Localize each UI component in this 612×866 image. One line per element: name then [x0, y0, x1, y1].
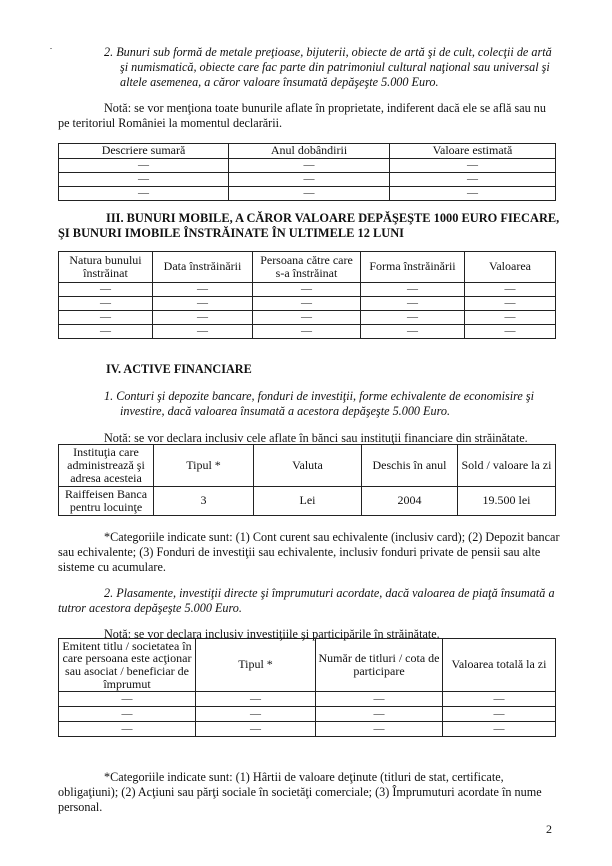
table-cell: Raiffeisen Banca pentru locuinţe [59, 487, 154, 516]
sec2-note-line2: pe teritoriul României la momentul declarării. [58, 116, 283, 130]
column-header: Data înstrăinării [153, 252, 253, 283]
section4-note1: Notă: se vor declara inclusiv cele aflate în bănci sau instituţii financiare din străinătate. [104, 431, 528, 445]
sec2-item-line2: şi numismatică, obiecte care fac parte din patrimoniul cultural naţional sau universal şi [120, 60, 550, 74]
table-cell: — [253, 297, 361, 311]
table-row [59, 722, 556, 737]
item2-note: Notă: se vor declara inclusiv investiţiile şi participările în străinătate. [104, 627, 440, 641]
table-cell: — [390, 159, 556, 173]
table-row [59, 159, 556, 173]
table-cell: — [196, 692, 316, 707]
column-header: Număr de titluri / cota de participare [316, 639, 443, 692]
table-cell: — [361, 325, 465, 339]
table-cell: — [465, 283, 556, 297]
table-cell: 2004 [362, 487, 458, 516]
table-row [59, 325, 556, 339]
categories1-line3: sisteme cu acumulare. [58, 560, 166, 574]
table-row [59, 187, 556, 201]
section4-item1-line2: investire, dacă valoarea însumată a acestora depăşeşte 5.000 Euro. [120, 404, 451, 418]
table-row [59, 692, 556, 707]
column-header: Forma înstrăinării [361, 252, 465, 283]
table-cell: — [229, 159, 390, 173]
table-cell: — [253, 283, 361, 297]
table-cell: — [59, 283, 153, 297]
sec2-note-line1: Notă: se vor menţiona toate bunurile aflate în proprietate, indiferent dacă ele se află sau nu [104, 101, 546, 115]
table-row [59, 297, 556, 311]
column-header: Persoana către care s-a înstrăinat [253, 252, 361, 283]
table-cell: — [59, 187, 229, 201]
table-cell: — [59, 311, 153, 325]
categories1-line2: sau echivalente; (3) Fonduri de investiţii sau echivalente, inclusiv fonduri private de pensii sau alte [58, 545, 541, 559]
table-cell: — [390, 187, 556, 201]
table-cell: 3 [154, 487, 254, 516]
section3-heading-line1: III. BUNURI MOBILE, A CĂROR VALOARE DEPĂŞEŞTE 1000 EURO FIECARE, [106, 211, 560, 225]
table-cell: — [361, 283, 465, 297]
table-cell: — [465, 297, 556, 311]
scan-speck [50, 48, 52, 49]
column-header: Valoarea totală la zi [443, 639, 556, 692]
table-cell: — [465, 311, 556, 325]
table-cell: — [153, 311, 253, 325]
table-cell: — [390, 173, 556, 187]
table-row [59, 283, 556, 297]
table-cell: — [196, 722, 316, 737]
table-cell: — [229, 173, 390, 187]
table-header-row [59, 144, 556, 159]
categories2-line2: obligaţiuni); (2) Acţiuni sau părţi sociale în societăţi comerciale; (3) Împrumuturi acordate în nume [58, 785, 542, 799]
table-cell: 19.500 lei [458, 487, 556, 516]
table-cell: — [361, 297, 465, 311]
table-cell: — [316, 692, 443, 707]
column-header: Valoarea [465, 252, 556, 283]
sec2-item-line3: altele asemenea, a căror valoare însumată depăşeşte 5.000 Euro. [120, 75, 439, 89]
column-header: Instituţia care administrează şi adresa acesteia [59, 445, 154, 487]
table-cell: — [59, 722, 196, 737]
table-cell: — [253, 311, 361, 325]
table-cell: — [229, 187, 390, 201]
table-header-row [59, 639, 556, 692]
table-cell: — [443, 722, 556, 737]
table-cell: — [59, 707, 196, 722]
table-cell: — [443, 692, 556, 707]
column-header: Tipul * [154, 445, 254, 487]
table-cell: — [316, 707, 443, 722]
bunuri-instrainate-table [58, 251, 556, 339]
column-header: Natura bunului înstrăinat [59, 252, 153, 283]
conturi-depozite-table [58, 444, 556, 516]
table-cell: — [316, 722, 443, 737]
column-header: Emitent titlu / societatea în care persoana este acţionar sau asociat / beneficiar de împrumut [59, 639, 196, 692]
column-header: Sold / valoare la zi [458, 445, 556, 487]
categories1-line1: *Categoriile indicate sunt: (1) Cont curent sau echivalente (inclusiv card); (2) Depozit bancar [104, 530, 560, 544]
table-cell: Lei [254, 487, 362, 516]
page-number: 2 [546, 822, 552, 836]
table-cell: — [59, 692, 196, 707]
column-header: Descriere sumară [59, 144, 229, 159]
table-cell: — [153, 325, 253, 339]
table-cell: — [59, 297, 153, 311]
sec2-item-line1: 2. Bunuri sub formă de metale preţioase, bijuterii, obiecte de artă şi de cult, colecţii de artă [104, 45, 552, 59]
bunuri-pretioase-table [58, 143, 556, 201]
table-cell: — [253, 325, 361, 339]
table-row [59, 311, 556, 325]
column-header: Anul dobândirii [229, 144, 390, 159]
table-cell: — [361, 311, 465, 325]
table-cell: — [196, 707, 316, 722]
section3-heading-line2: ŞI BUNURI IMOBILE ÎNSTRĂINATE ÎN ULTIMELE 12 LUNI [58, 226, 404, 240]
table-header-row [59, 252, 556, 283]
column-header: Valuta [254, 445, 362, 487]
table-cell: — [59, 173, 229, 187]
table-row [59, 487, 556, 516]
table-cell: — [443, 707, 556, 722]
plasamente-investitii-table [58, 638, 556, 737]
column-header: Tipul * [196, 639, 316, 692]
table-row [59, 173, 556, 187]
table-cell: — [59, 159, 229, 173]
section4-item1-line1: 1. Conturi şi depozite bancare, fonduri de investiţii, forme echivalente de economisire şi [104, 389, 534, 403]
item2-line2: tutror acestora depăşeşte 5.000 Euro. [58, 601, 242, 615]
column-header: Deschis în anul [362, 445, 458, 487]
column-header: Valoare estimată [390, 144, 556, 159]
item2-line1: 2. Plasamente, investiţii directe şi împrumuturi acordate, dacă valoarea de piaţă însumată a [104, 586, 555, 600]
table-cell: — [465, 325, 556, 339]
table-header-row [59, 445, 556, 487]
table-cell: — [153, 297, 253, 311]
table-cell: — [59, 325, 153, 339]
table-cell: — [153, 283, 253, 297]
categories2-line3: personal. [58, 800, 103, 814]
categories2-line1: *Categoriile indicate sunt: (1) Hârtii de valoare deţinute (titluri de stat, certificate, [104, 770, 504, 784]
table-row [59, 707, 556, 722]
section4-heading: IV. ACTIVE FINANCIARE [106, 362, 252, 376]
